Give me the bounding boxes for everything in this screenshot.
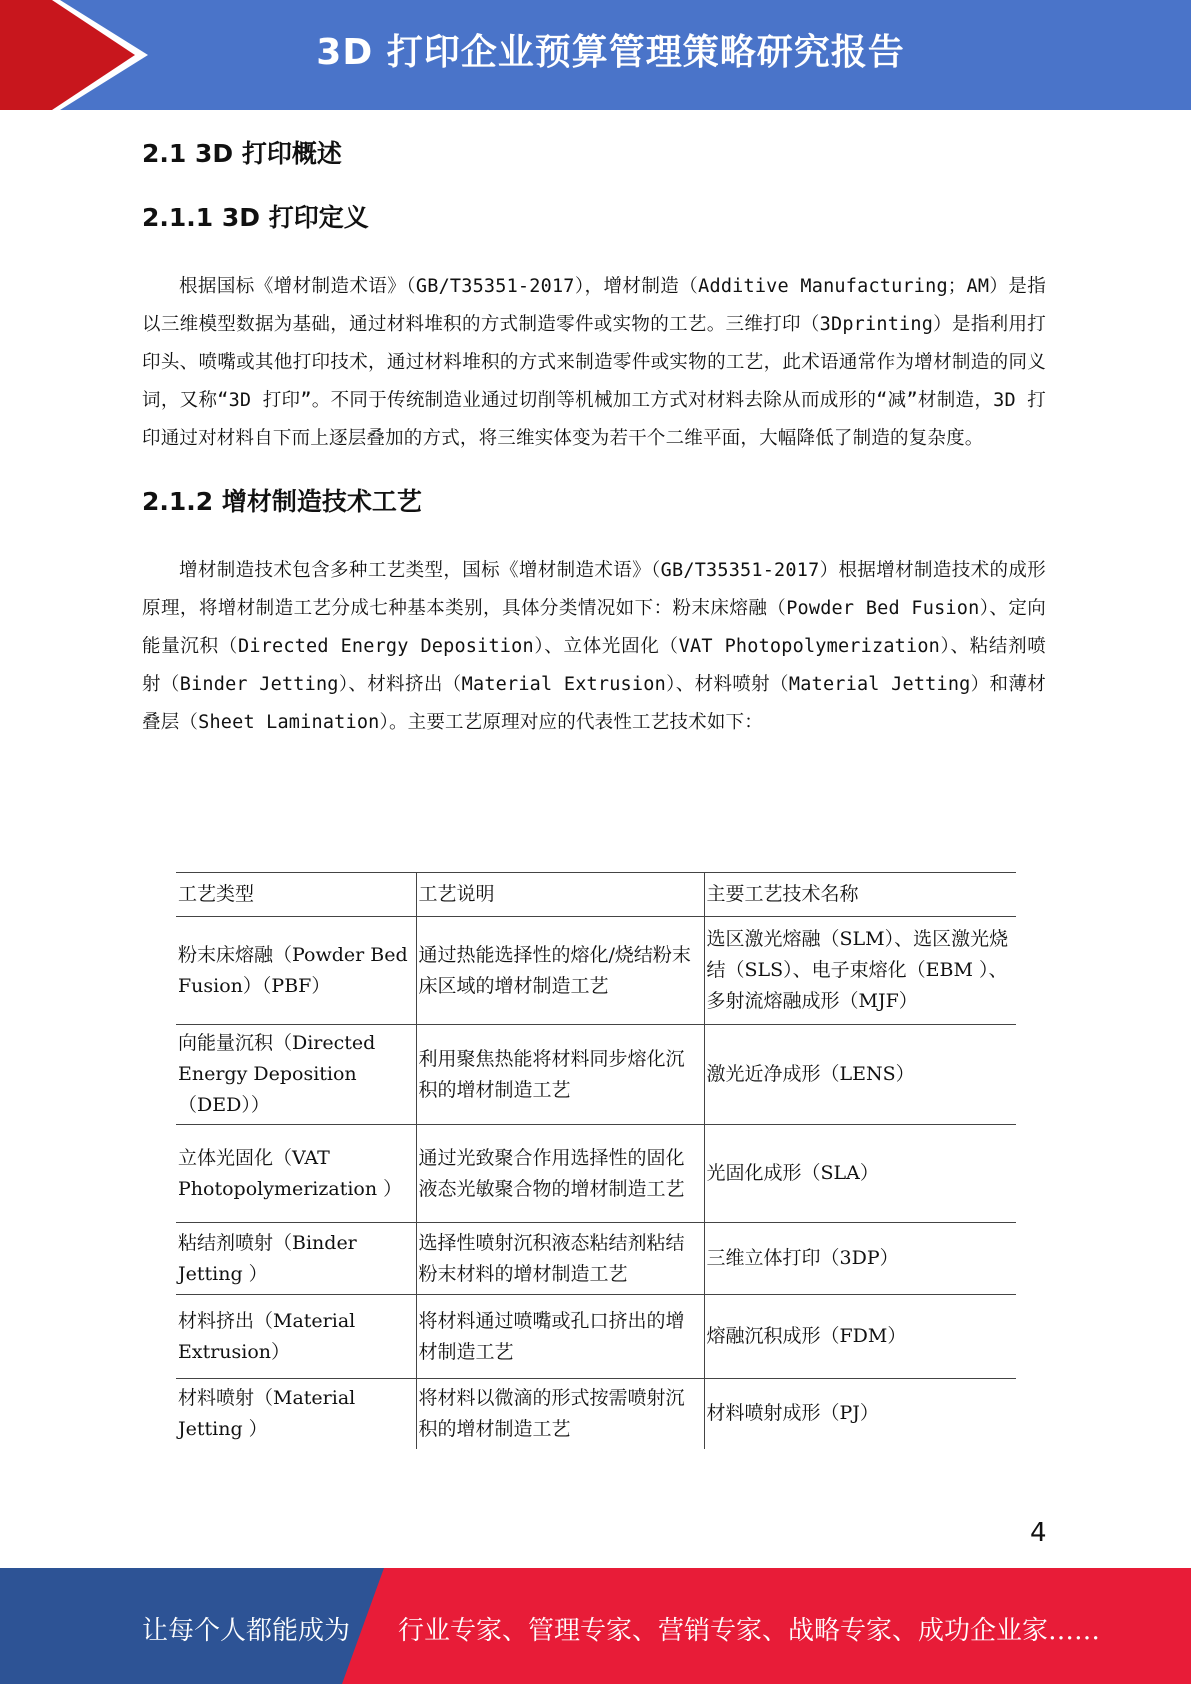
footer-slogan-right: 行业专家、管理专家、营销专家、战略专家、成功企业家……: [398, 1616, 1101, 1646]
table-cell-desc: 选择性喷射沉积液态粘结剂粘结粉末材料的增材制造工艺: [416, 1223, 704, 1295]
paragraph-process-types: 增材制造技术包含多种工艺类型，国标《增材制造术语》（GB/T35351-2017）根据增材制造技术的成形原理，将增材制造工艺分成七种基本类别，具体分类情况如下：粉末床熔融（Powder Bed Fusion）、定向能量沉积（Directed Energy Deposition）、立体光固化（VAT Photopolymerization）、粘结剂喷射（Binder Jetting）、材料挤出（Material Extrusion）、材料喷射（Material Jetting）和薄材叠层（Sheet Lamination）。主要工艺原理对应的代表性工艺技术如下：: [142, 560, 1046, 733]
footer-slogan-left: 让每个人都能成为: [142, 1616, 351, 1646]
table-cell-type: 粘结剂喷射（Binder Jetting ）: [176, 1223, 416, 1295]
table-cell-type: 材料挤出（Material Extrusion）: [176, 1295, 416, 1379]
table-cell-tech-text: 选区激光熔融（SLM）、选区激光烧结（SLS）、电子束熔化（EBM ）、多射流熔融成形（MJF）: [706, 928, 1009, 1012]
table-cell-desc: 利用聚焦热能将材料同步熔化沉积的增材制造工艺: [416, 1025, 704, 1125]
table-row: [176, 1379, 1016, 1449]
table-header-row: [176, 873, 1016, 917]
table-header-cell: 主要工艺技术名称: [704, 873, 1016, 917]
table-cell-desc: 将材料通过喷嘴或孔口挤出的增材制造工艺: [416, 1295, 704, 1379]
paragraph-definition: 根据国标《增材制造术语》（GB/T35351-2017），增材制造（Additive Manufacturing；AM）是指以三维模型数据为基础，通过材料堆积的方式制造零件或实物的工艺。三维打印（3Dprinting）是指利用打印头、喷嘴或其他打印技术，通过材料堆积的方式来制造零件或实物的工艺，此术语通常作为增材制造的同义词，又称“3D 打印”。不同于传统制造业通过切削等机械加工方式对材料去除从而成形的“减”材制造，3D 打印通过对材料自下而上逐层叠加的方式，将三维实体变为若干个二维平面，大幅降低了制造的复杂度。: [142, 276, 1046, 449]
table-row: [176, 1223, 1016, 1295]
section-heading-2-1-1: 2.1.1 3D 打印定义: [142, 203, 369, 232]
table-row: [176, 1295, 1016, 1379]
table-cell-type: 材料喷射（Material Jetting ）: [176, 1379, 416, 1449]
header-bar: [0, 0, 1191, 110]
table-cell-desc: 将材料以微滴的形式按需喷射沉积的增材制造工艺: [416, 1379, 704, 1449]
table-row: [176, 1025, 1016, 1125]
table-cell-tech: 光固化成形（SLA）: [704, 1125, 1016, 1223]
main-content: [142, 118, 1046, 742]
table-cell-tech: 熔融沉积成形（FDM）: [704, 1295, 1016, 1379]
section-heading-2-1: 2.1 3D 打印概述: [142, 139, 342, 168]
table-header-cell: 工艺类型: [176, 873, 416, 917]
table-cell-desc: 通过光致聚合作用选择性的固化液态光敏聚合物的增材制造工艺: [416, 1125, 704, 1223]
table-cell-type: 粉末床熔融（Powder Bed Fusion）（PBF）: [176, 917, 416, 1025]
table-cell-tech: 三维立体打印（3DP）: [704, 1223, 1016, 1295]
table-cell-tech: [704, 917, 1016, 1025]
table-row: [176, 1125, 1016, 1223]
process-table: [176, 872, 1016, 1449]
page-number: 4: [1030, 1518, 1047, 1548]
table-cell-type: 向能量沉积（Directed Energy Deposition （DED））: [176, 1025, 416, 1125]
report-title: 3D 打印企业预算管理策略研究报告: [316, 32, 905, 73]
table-cell-type: 立体光固化（VAT Photopolymerization ）: [176, 1125, 416, 1223]
table-cell-tech: 激光近净成形（LENS）: [704, 1025, 1016, 1125]
table-cell-tech: 材料喷射成形（PJ）: [704, 1379, 1016, 1449]
table-header-cell: 工艺说明: [416, 873, 704, 917]
table-row: [176, 917, 1016, 1025]
section-heading-2-1-2: 2.1.2 增材制造技术工艺: [142, 487, 422, 516]
table-cell-desc: 通过热能选择性的熔化/烧结粉末床区域的增材制造工艺: [416, 917, 704, 1025]
